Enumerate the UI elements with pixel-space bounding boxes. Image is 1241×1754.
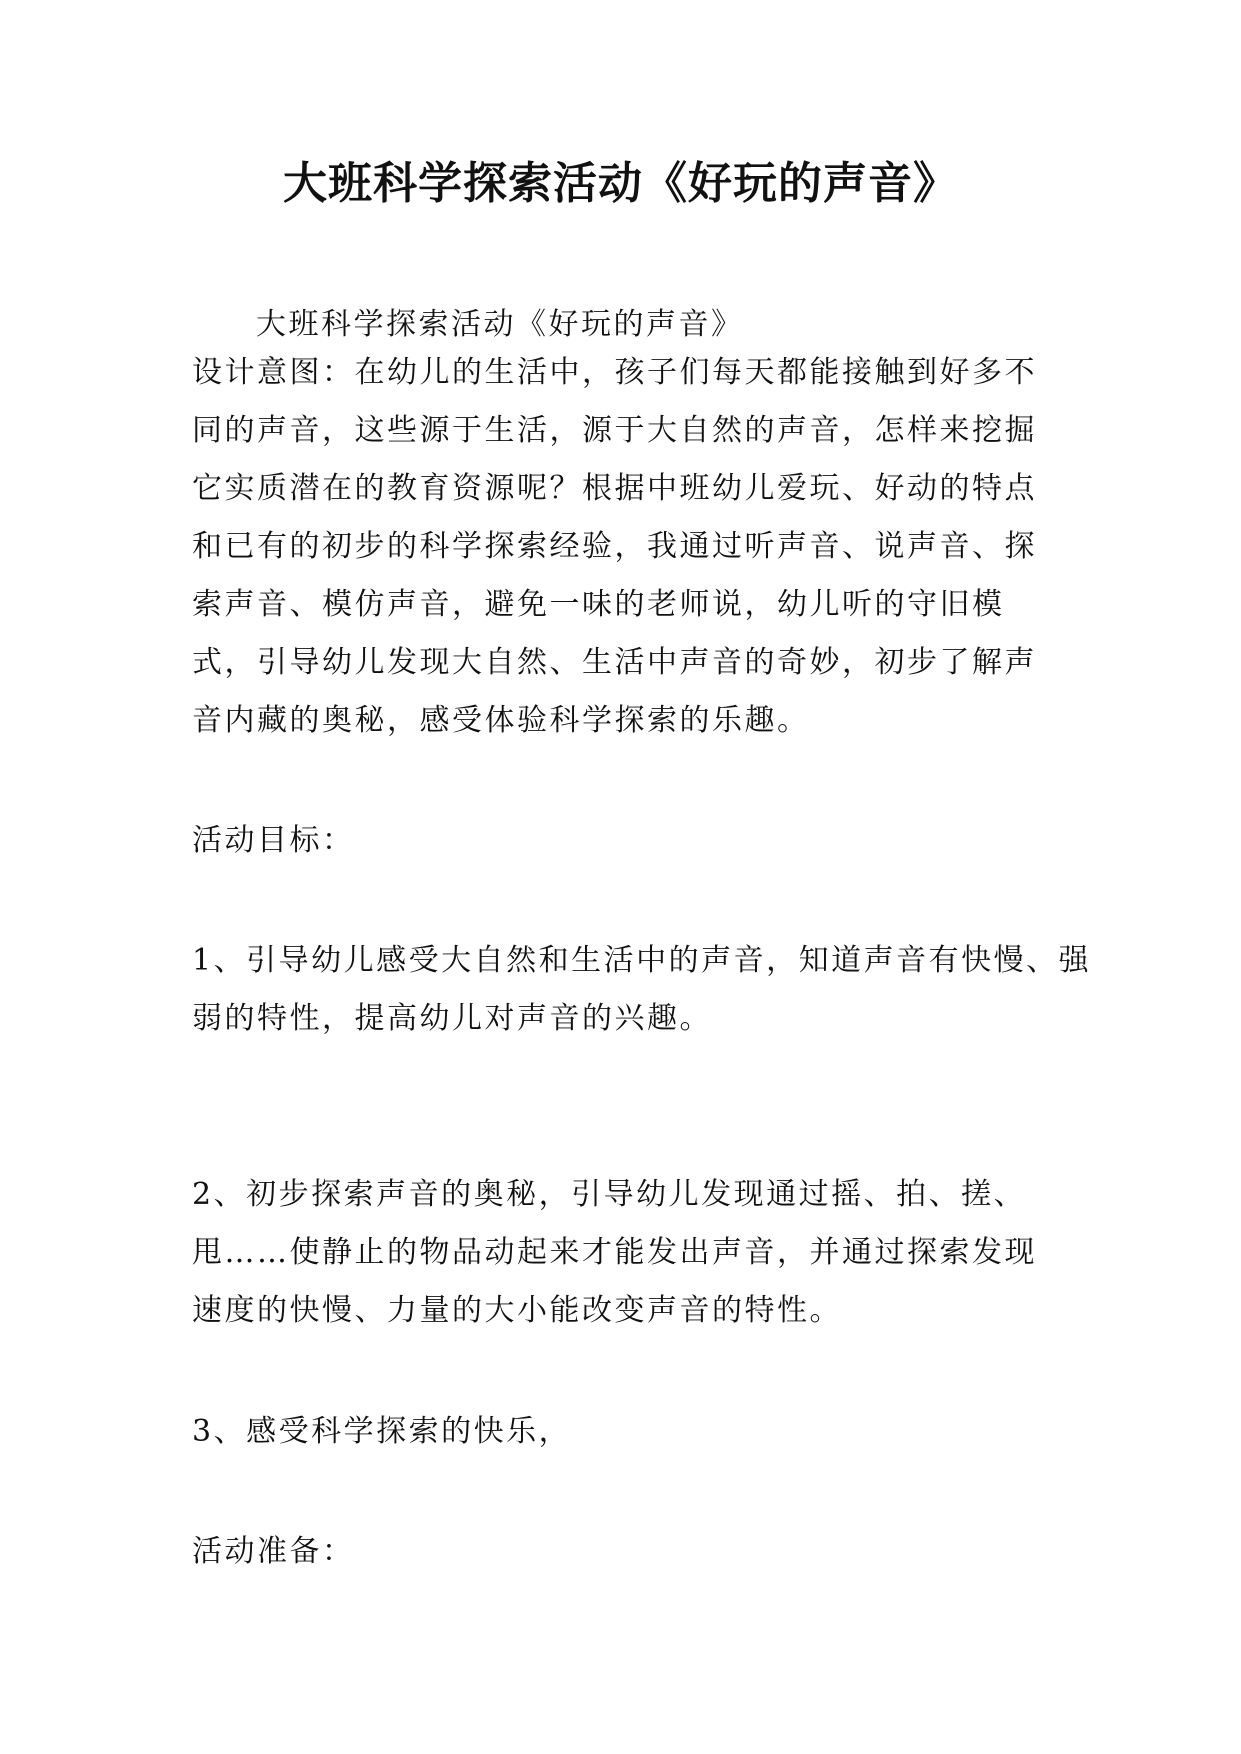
document-title: 大班科学探索活动《好玩的声音》 — [283, 158, 958, 209]
goal-item-3: 3、感受科学探索的快乐， — [192, 1414, 572, 1449]
goals-heading: 活动目标： — [192, 823, 355, 858]
preparation-heading: 活动准备： — [192, 1534, 355, 1569]
goal-item-2: 2、初步探索声音的奥秘，引导幼儿发现通过摇、拍、搓、甩……使静止的物品动起来才能发出声音，并通过探索发现速度的快慢、力量的大小能改变声音的特性。 — [192, 1177, 1037, 1328]
design-intent-paragraph: 设计意图：在幼儿的生活中，孩子们每天都能接触到好多不同的声音，这些源于生活，源于大自然的声音，怎样来挖掘它实质潜在的教育资源呢？根据中班幼儿爱玩、好动的特点和已有的初步的科学探索经验，我通过听声音、说声音、探索声音、模仿声音，避免一味的老师说，幼儿听的守旧模式，引导幼儿发现大自然、生活中声音的奇妙，初步了解声音内藏的奥秘，感受体验科学探索的乐趣。 — [192, 355, 1037, 738]
document-subtitle: 大班科学探索活动《好玩的声音》 — [256, 307, 744, 342]
goal-item-1: 1、引导幼儿感受大自然和生活中的声音，知道声音有快慢、强弱的特性，提高幼儿对声音的兴趣。 — [192, 943, 1092, 1036]
